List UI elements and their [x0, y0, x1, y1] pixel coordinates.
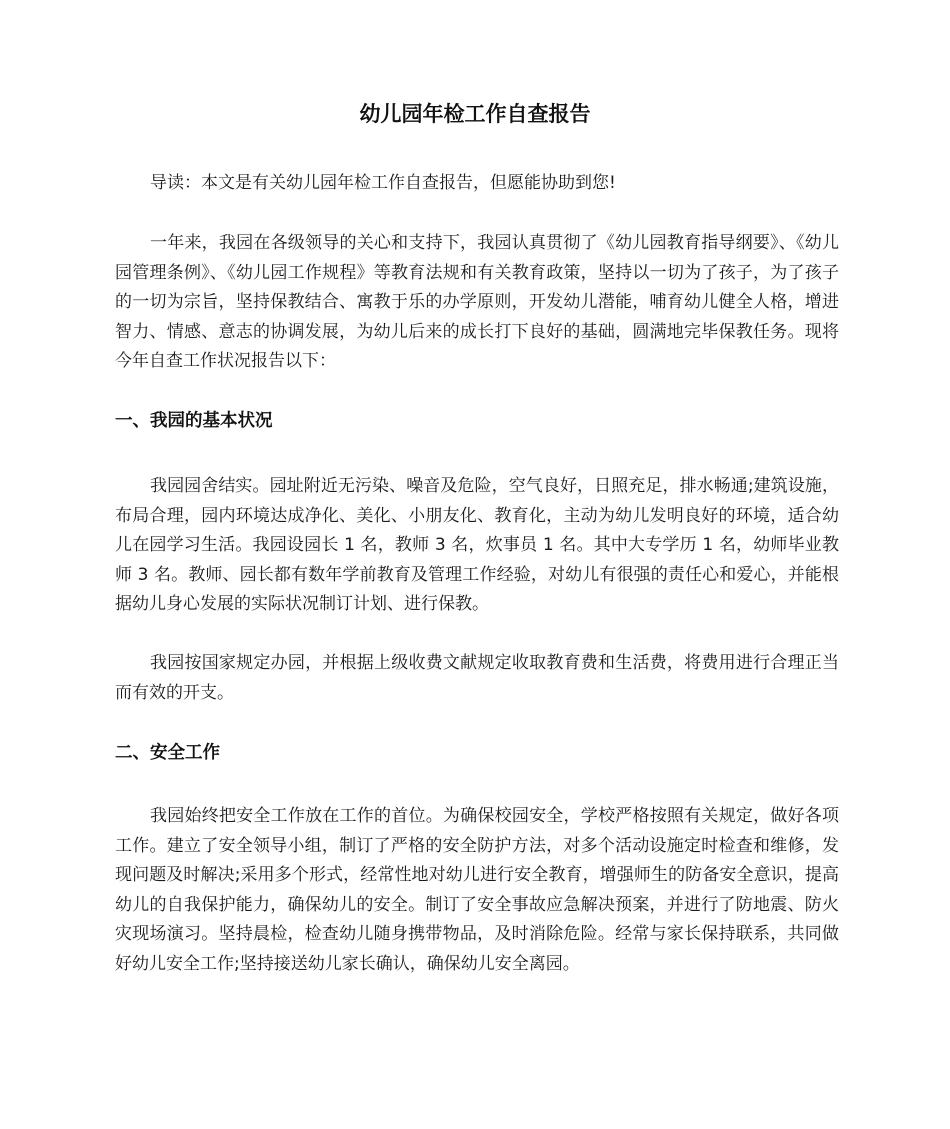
body-paragraph-4: 我园始终把安全工作放在工作的首位。为确保校园安全，学校严格按照有关规定，做好各项工作。建立了安全领导小组，制订了严格的安全防护方法，对多个活动设施定时检查和维修，发现问题及时解决;采用多个形式，经常性地对幼儿进行安全教育，增强师生的防备安全意识，提高幼儿的自我保护能力，确保幼儿的安全。制订了安全事故应急解决预案，并进行了防地震、防火灾现场演习。坚持晨检，检查幼儿随身携带物品，及时消除危险。经常与家长保持联系，共同做好幼儿安全工作;坚持接送幼儿家长确认，确保幼儿安全离园。: [115, 806, 839, 974]
intro-paragraph: 导读：本文是有关幼儿园年检工作自查报告，但愿能协助到您!: [150, 173, 616, 193]
section-heading-1: 一、我园的基本状况: [115, 411, 273, 431]
body-paragraph-2: 我园园舍结实。园址附近无污染、噪音及危险，空气良好，日照充足，排水畅通;建筑设施，布局合理，园内环境达成净化、美化、小朋友化、教育化，主动为幼儿发明良好的环境，适合幼儿在园学习生活。我园设园长 1 名，教师 3 名，炊事员 1 名。其中大专学历 1 名，幼师毕业教师 3 名。教师、园长都有数年学前教育及管理工作经验，对幼儿有很强的责任心和爱心，并能根据幼儿身心发展的实际状况制订计划、进行保教。: [115, 476, 839, 614]
section-heading-2: 二、安全工作: [115, 743, 220, 763]
body-paragraph-3: 我园按国家规定办园，并根据上级收费文献规定收取教育费和生活费，将费用进行合理正当而有效的开支。: [115, 653, 839, 703]
document-title: 幼儿园年检工作自查报告: [359, 102, 591, 126]
body-paragraph-1: 一年来，我园在各级领导的关心和支持下，我园认真贯彻了《幼儿园教育指导纲要》、《幼儿园管理条例》、《幼儿园工作规程》等教育法规和有关教育政策，坚持以一切为了孩子，为了孩子的一切为宗旨，坚持保教结合、寓教于乐的办学原则，开发幼儿潜能，哺育幼儿健全人格，增进智力、情感、意志的协调发展，为幼儿后来的成长打下良好的基础，圆满地完毕保教任务。现将今年自查工作状况报告以下：: [115, 233, 839, 371]
